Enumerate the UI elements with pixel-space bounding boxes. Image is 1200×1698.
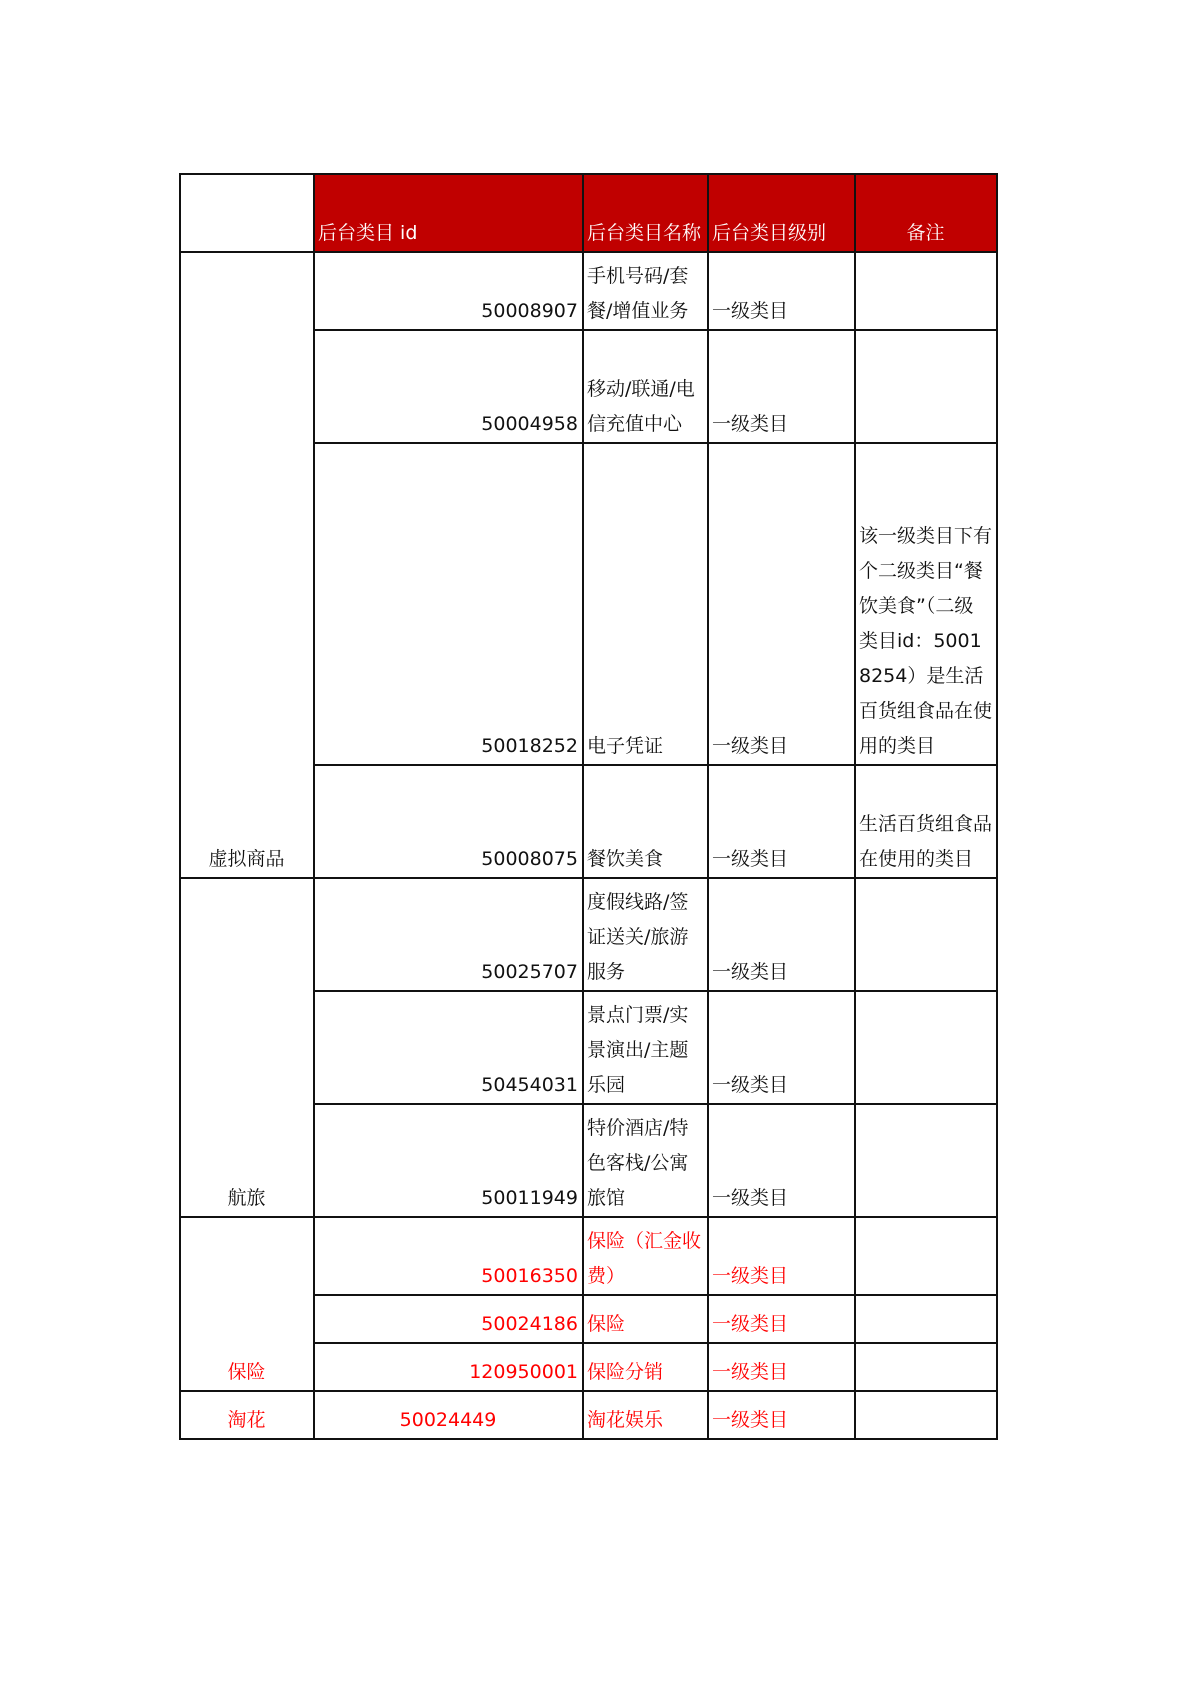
category-id: 50008075	[314, 765, 583, 878]
category-id: 50018252	[314, 443, 583, 765]
category-note	[855, 1343, 997, 1391]
table-row	[180, 878, 997, 991]
category-level: 一级类目	[708, 1391, 855, 1439]
category-level: 一级类目	[708, 878, 855, 991]
category-name: 手机号码/套餐/增值业务	[583, 252, 708, 330]
group-label-virtual-goods: 虚拟商品	[180, 252, 314, 878]
table-row	[180, 1391, 997, 1439]
category-id: 50004958	[314, 330, 583, 443]
category-id: 120950001	[314, 1343, 583, 1391]
category-id: 50008907	[314, 252, 583, 330]
category-name: 保险	[583, 1295, 708, 1343]
group-label-travel: 航旅	[180, 878, 314, 1217]
table-row	[180, 252, 997, 330]
category-id: 50024186	[314, 1295, 583, 1343]
header-category-level: 后台类目级别	[708, 174, 855, 252]
category-name: 度假线路/签证送关/旅游服务	[583, 878, 708, 991]
category-level: 一级类目	[708, 1217, 855, 1295]
category-table	[179, 173, 998, 1440]
category-id: 50011949	[314, 1104, 583, 1217]
category-note	[855, 878, 997, 991]
category-note	[855, 252, 997, 330]
category-name: 淘花娱乐	[583, 1391, 708, 1439]
category-level: 一级类目	[708, 1343, 855, 1391]
category-note	[855, 1104, 997, 1217]
category-level: 一级类目	[708, 252, 855, 330]
category-level: 一级类目	[708, 991, 855, 1104]
category-note	[855, 1295, 997, 1343]
category-note: 该一级类目下有个二级类目“餐饮美食”（二级类目id：50018254）是生活百货组食品在使用的类目	[855, 443, 997, 765]
table-row	[180, 1217, 997, 1295]
category-id: 50016350	[314, 1217, 583, 1295]
category-name: 保险分销	[583, 1343, 708, 1391]
category-note	[855, 1217, 997, 1295]
category-note	[855, 1391, 997, 1439]
group-label-taohua: 淘花	[180, 1391, 314, 1439]
category-level: 一级类目	[708, 330, 855, 443]
category-name: 景点门票/实景演出/主题乐园	[583, 991, 708, 1104]
category-level: 一级类目	[708, 1104, 855, 1217]
category-note	[855, 991, 997, 1104]
category-id: 50454031	[314, 991, 583, 1104]
header-blank-cell	[180, 174, 314, 252]
category-name: 移动/联通/电信充值中心	[583, 330, 708, 443]
category-id: 50024449	[314, 1391, 583, 1439]
category-name: 餐饮美食	[583, 765, 708, 878]
header-remarks: 备注	[855, 174, 997, 252]
category-name: 保险（汇金收费）	[583, 1217, 708, 1295]
group-label-insurance: 保险	[180, 1217, 314, 1391]
header-category-id: 后台类目 id	[314, 174, 583, 252]
category-level: 一级类目	[708, 1295, 855, 1343]
header-row	[180, 174, 997, 252]
category-note: 生活百货组食品在使用的类目	[855, 765, 997, 878]
category-name: 特价酒店/特色客栈/公寓旅馆	[583, 1104, 708, 1217]
category-id: 50025707	[314, 878, 583, 991]
category-level: 一级类目	[708, 443, 855, 765]
category-note	[855, 330, 997, 443]
category-name: 电子凭证	[583, 443, 708, 765]
category-level: 一级类目	[708, 765, 855, 878]
header-category-name: 后台类目名称	[583, 174, 708, 252]
